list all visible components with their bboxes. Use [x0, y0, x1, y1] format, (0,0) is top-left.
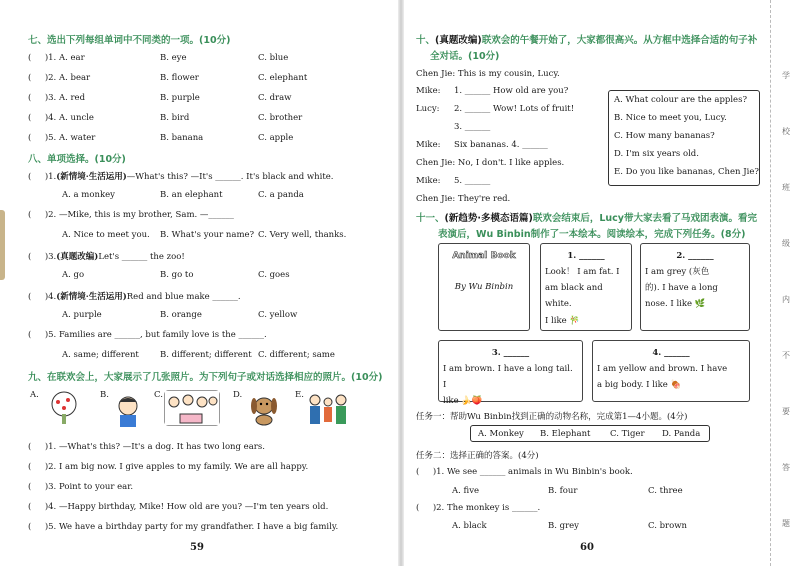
card-2-line-3 [645, 296, 745, 312]
s7-row-5-b: B. banana [160, 133, 204, 143]
task-2: 任务二：选择正确的答案。(4分) [416, 451, 539, 461]
book-title: Animal Book [452, 251, 516, 261]
task2-q2: ( )2. The monkey is ______. [416, 503, 541, 513]
s8-q5-b: B. different; different [160, 350, 252, 360]
s8-q1-b: B. an elephant [160, 190, 223, 200]
dialog-line-7: 5. ______ [454, 176, 491, 186]
option-1: A. What colour are the apples? [614, 95, 747, 105]
s9-row-2-text: )2. I am big now. I give apples to my family. We are all happy. [44, 462, 309, 472]
card-3-like: like [443, 396, 459, 407]
option-5: E. Do you like bananas, Chen Jie? [614, 167, 759, 177]
dialog-line-2: 1. ______ How old are you? [454, 86, 569, 96]
s8-q4: ( )4.(新情境·生活运用)Red and blue make ______. [28, 292, 241, 302]
task2-q2-b: B. grey [548, 521, 579, 531]
photo-label-a: A. [30, 390, 39, 400]
book-cover [438, 243, 530, 331]
binding-char-1: 学 [782, 71, 790, 80]
name-c: C. Tiger [610, 429, 645, 439]
s7-row-4: ( )4. A. uncle [28, 113, 94, 123]
s9-row-2: ( )2. I am big now. I give apples to my family. We are all happy. [28, 462, 309, 472]
boy-ear-photo [110, 392, 146, 428]
dialog-speaker-7: Mike: [416, 176, 441, 186]
animal-card-1 [540, 243, 632, 331]
binding-char-5: 内 [782, 295, 790, 304]
binding-char-2: 校 [782, 127, 790, 136]
dialog-line-5: Six bananas. 4. ______ [454, 140, 548, 150]
s8-q4-tag: (新情境·生活运用) [56, 292, 127, 302]
page-number-left: 59 [190, 542, 204, 553]
s8-q4-text: Red and blue make ______. [126, 292, 241, 302]
task2-q1: ( )1. We see ______ animals in Wu Binbin's book. [416, 467, 633, 477]
section-10-title-line2: 全对话。(10分) [430, 51, 500, 62]
binding-char-9: 题 [782, 519, 790, 528]
card-1-number: 1. ______ [567, 251, 605, 261]
s8-q1-tag: (新情境·生活运用) [56, 172, 127, 182]
s9-row-3: ( )3. Point to your ear. [28, 482, 134, 492]
binding-char-7: 要 [782, 407, 790, 416]
s11-num: 十一、 [416, 213, 445, 224]
s8-q3-text: Let's ______ the zoo! [98, 252, 185, 262]
section-7-title: 七、选出下列每组单词中不同类的一项。(10分) [28, 35, 231, 46]
s7-row-2: ( )2. A. bear [28, 73, 91, 83]
s8-q4-b: B. orange [160, 310, 202, 320]
photo-label-c: C. [154, 390, 163, 400]
s7-row-4-b: B. bird [160, 113, 190, 123]
family-photo [306, 390, 350, 426]
grass-icon: 🌿 [694, 299, 706, 310]
s7-row-5-a: )5. A. water [44, 133, 96, 143]
s8-q1-a: A. a monkey [62, 190, 115, 200]
banana-icon: 🍌🍑 [461, 396, 483, 407]
card-4-number: 4. ______ [652, 348, 690, 358]
s8-q3-tag: (真题改编) [56, 252, 99, 262]
animal-card-2 [640, 243, 750, 331]
s9-row-3-text: )3. Point to your ear. [44, 482, 134, 492]
animal-card-4 [592, 340, 750, 402]
s7-row-1: ( )1. A. ear [28, 53, 85, 63]
photo-label-d: D. [233, 390, 243, 400]
s7-row-2-a: )2. A. bear [44, 73, 91, 83]
option-3: C. How many bananas? [614, 131, 715, 141]
task2-q1-c: C. three [648, 486, 683, 496]
photo-label-b: B. [100, 390, 109, 400]
card-4-like: a big body. I like [597, 380, 668, 391]
s7-row-5-c: C. apple [258, 133, 294, 143]
card-2-number: 2. ______ [676, 251, 714, 261]
s8-q2-c: C. Very well, thanks. [258, 230, 347, 240]
binding-char-3: 班 [782, 183, 790, 192]
task2-q1-a: A. five [452, 486, 480, 496]
dialog-line-1: Chen Jie: This is my cousin, Lucy. [416, 69, 560, 79]
s8-q5-text: )5. Families are ______, but family love is the ______. [44, 330, 267, 340]
name-b: B. Elephant [540, 429, 591, 439]
s7-row-1-b: B. eye [160, 53, 187, 63]
card-1-line-3 [545, 313, 627, 329]
section-11-title [416, 210, 757, 224]
s8-q5: ( )5. Families are ______, but family love is the ______. [28, 330, 267, 340]
card-3-number: 3. ______ [491, 348, 530, 358]
task2-q1-b: B. four [548, 486, 578, 496]
s8-q2-a: A. Nice to meet you. [62, 230, 150, 240]
binding-char-6: 不 [782, 351, 790, 360]
s8-q2-text: )2. —Mike, this is my brother, Sam. —______ [44, 210, 234, 220]
s7-row-1-a: )1. A. ear [44, 53, 85, 63]
dialog-line-3: 2. ______ Wow! Lots of fruit! [454, 104, 575, 114]
s11-tag: (新趋势·多模态语篇) [444, 213, 533, 224]
card-3-line-1: I am brown. I have a long tail. I [443, 364, 573, 391]
s9-row-1: ( )1. —What's this? —It's a dog. It has two long ears. [28, 442, 265, 452]
card-1-line-1: Look！ I am fat. I [545, 267, 620, 278]
s8-q3-c: C. goes [258, 270, 290, 280]
task2-q2-c: C. brown [648, 521, 687, 531]
card-1-line-2: am black and white. [545, 283, 603, 310]
s8-q1-text: —What's this? —It's ______. It's black and white. [126, 172, 334, 182]
section-8-title: 八、单项选择。(10分) [28, 154, 126, 165]
s8-q1: ( )1.(新情境·生活运用)—What's this? —It's ______. It's black and white. [28, 172, 334, 182]
task2-q1-text: )1. We see ______ animals in Wu Binbin's book. [432, 467, 633, 477]
meat-icon: 🍖 [670, 380, 682, 391]
s7-row-3-a: )3. A. red [44, 93, 86, 103]
s7-row-5: ( )5. A. water [28, 133, 96, 143]
s7-row-1-c: C. blue [258, 53, 289, 63]
binding-char-8: 答 [782, 463, 790, 472]
bamboo-icon: 🎋 [569, 315, 580, 326]
s11-title-text: 联欢会结束后，Lucy带大家去看了马戏团表演。看完 [532, 213, 757, 224]
task2-q2-a: A. black [452, 521, 487, 531]
task-1: 任务一：帮助Wu Binbin找到正确的动物名称，完成第1—4小题。(4分) [416, 412, 688, 422]
s9-row-5: ( )5. We have a birthday party for my grandfather. I have a big family. [28, 522, 339, 532]
dialog-speaker-5: Mike: [416, 140, 441, 150]
s8-q3-b: B. go to [160, 270, 194, 280]
s10-num: 十、 [416, 35, 436, 46]
dialog-speaker-3: Lucy: [416, 104, 440, 114]
s8-q2-b: B. What's your name? [160, 230, 255, 240]
option-4: D. I'm six years old. [614, 149, 699, 159]
card-4-line-1: I am yellow and brown. I have [597, 364, 728, 375]
section-10-title [416, 32, 757, 46]
s8-q3: ( )3.(真题改编)Let's ______ the zoo! [28, 252, 185, 262]
s7-row-3-c: C. draw [258, 93, 292, 103]
card-3-line-2 [443, 393, 578, 409]
s8-q5-c: C. different; same [258, 350, 335, 360]
s8-q1-c: C. a panda [258, 190, 304, 200]
s8-q4-c: C. yellow [258, 310, 298, 320]
card-2-like: nose. I like [645, 299, 693, 310]
s7-row-4-a: )4. A. uncle [44, 113, 94, 123]
page-fold [398, 0, 404, 566]
dialog-line-4: 3. ______ [454, 122, 491, 132]
s8-q4-a: A. purple [62, 310, 102, 320]
section-9-title: 九、在联欢会上，大家展示了几张照片。为下列句子或对话选择相应的照片。(10分) [28, 372, 383, 383]
s7-row-3-b: B. purple [160, 93, 200, 103]
s8-q2: ( )2. —Mike, this is my brother, Sam. —______ [28, 210, 234, 220]
s9-row-1-text: )1. —What's this? —It's a dog. It has two long ears. [44, 442, 265, 452]
s9-row-5-text: )5. We have a birthday party for my grandfather. I have a big family. [44, 522, 339, 532]
section-11-title-line2: 表演后，Wu Binbin制作了一本绘本。阅读绘本，完成下列任务。(8分) [438, 229, 746, 240]
card-1-like: I like [545, 315, 567, 326]
page-number-right: 60 [580, 542, 594, 553]
birthday-party-photo [164, 390, 220, 426]
binding-strip [770, 0, 800, 566]
dialog-speaker-2: Mike: [416, 86, 441, 96]
dog-photo [246, 390, 282, 426]
s8-q5-a: A. same; different [62, 350, 139, 360]
book-author: By Wu Binbin [454, 282, 514, 293]
animal-card-3 [438, 340, 583, 407]
s7-row-3: ( )3. A. red [28, 93, 86, 103]
dialog-line-6: Chen Jie: No, I don't. I like apples. [416, 158, 565, 168]
s7-row-2-c: C. elephant [258, 73, 308, 83]
apple-tree-photo [46, 390, 82, 426]
s8-q3-a: A. go [62, 270, 85, 280]
card-4-line-2 [597, 377, 745, 393]
card-2-line-2: 的). I have a long [645, 283, 718, 294]
task2-q2-text: )2. The monkey is ______. [432, 503, 541, 513]
photo-label-e: E. [295, 390, 304, 400]
card-2-line-1: I am grey (灰色 [645, 267, 710, 278]
binding-char-4: 级 [782, 239, 790, 248]
s9-row-4-text: )4. —Happy birthday, Mike! How old are you? —I'm ten years old. [44, 502, 329, 512]
s7-row-2-b: B. flower [160, 73, 199, 83]
name-d: D. Panda [662, 429, 701, 439]
dialog-line-8: Chen Jie: They're red. [416, 194, 511, 204]
s9-row-4: ( )4. —Happy birthday, Mike! How old are you? —I'm ten years old. [28, 502, 329, 512]
option-2: B. Nice to meet you, Lucy. [614, 113, 727, 123]
s10-title-text: 联欢会的午餐开始了，大家都很高兴。从方框中选择合适的句子补 [481, 35, 758, 46]
name-a: A. Monkey [478, 429, 524, 439]
page-edge [0, 210, 5, 280]
s10-tag: (真题改编) [435, 35, 482, 46]
s7-row-4-c: C. brother [258, 113, 303, 123]
